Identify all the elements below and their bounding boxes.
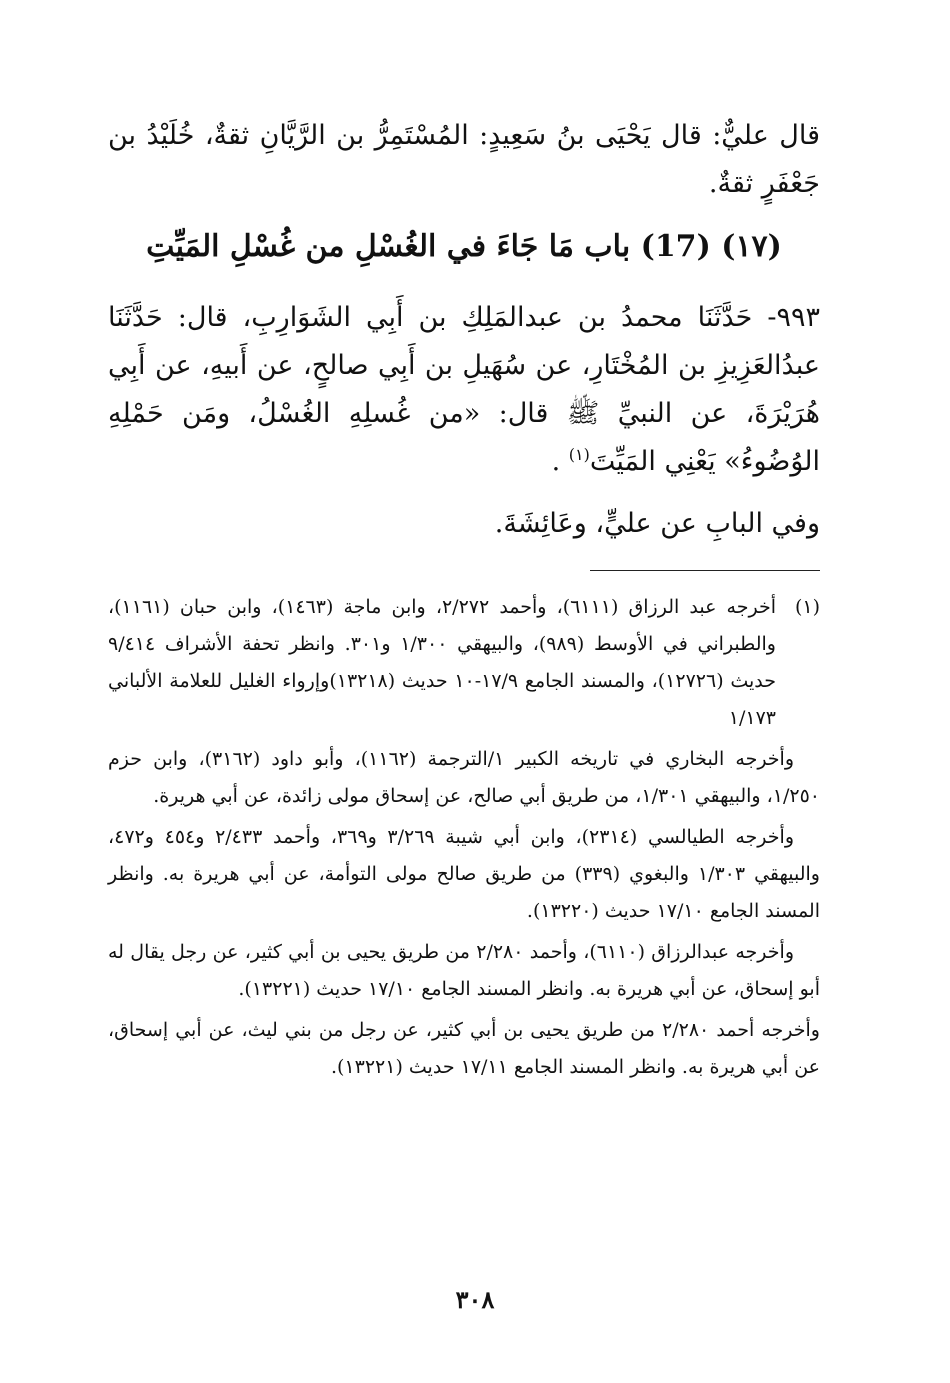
footnote-paragraph: وأخرجه أحمد ٢/٢٨٠ من طريق يحيى بن أبي كثير، عن رجل من بني ليث، عن أبي إسحاق، عن أبي هريرة به. وانظر المسند الجامع ١٧/١١ حديث (١٣٢٢١). <box>108 1019 820 1078</box>
bab-reference-line: وفي البابِ عن عليٍّ، وعَائِشَةَ. <box>494 508 820 539</box>
footnote-1 <box>108 589 820 737</box>
chapter-heading: (١٧) (17) باب مَا جَاءَ في الغُسْلِ من غُسْلِ المَيِّتِ <box>146 229 782 264</box>
footnote-paragraph: وأخرجه عبدالرزاق (٦١١٠)، وأحمد ٢/٢٨٠ من طريق يحيى بن أبي كثير، عن رجل يقال له أبو إسحاق، عن أبي هريرة به. وانظر المسند الجامع ١٧/١٠ حديث (١٣٢٢١). <box>108 941 820 1000</box>
hadith-trailing-period: . <box>551 446 561 477</box>
hadith-text: ٩٩٣- حَدَّثَنَا محمدُ بن عبدالمَلِكِ بن أَبِي الشَوَارِبِ، قال: حَدَّثَنَا عبدُالعَزِيزِ بن المُخْتَارِ، عن سُهَيلِ بن أَبِي صالحٍ، عن أَبيهِ، عن أَبِي هُرَيْرَةَ، عن النبيِّ ﷺ قال: «من غُسلِهِ الغُسْلُ، ومَن حَمْلِهِ الوُضُوءُ» يَعْنِي المَيِّتَ <box>108 302 820 477</box>
footnote-paragraph: أخرجه عبد الرزاق (٦١١١)، وأحمد ٢/٢٧٢، وابن ماجة (١٤٦٣)، وابن حبان (١١٦١)، والطبراني في الأوسط (٩٨٩)، والبيهقي ١/٣٠٠ و٣٠١. وانظر تحفة الأشراف ٩/٤١٤ حديث (١٢٧٢٦)، والمسند الجامع ١٧/٩-١٠ حديث (١٣٢١٨)وإرواء الغليل للعلامة الألباني ١/١٧٣ <box>108 596 776 729</box>
hadith-paragraph <box>108 294 820 486</box>
footnotes-section <box>108 589 820 1086</box>
page-number: ٣٠٨ <box>455 1285 495 1314</box>
intro-paragraph: قال عليٌّ: قال يَحْيَى بنُ سَعِيدٍ: المُسْتَمِرُّ بن الرَّيَّانِ ثقةٌ، خُلَيْدُ بن جَعْفَرٍ ثقةٌ. <box>108 120 820 199</box>
footnote-reference[interactable]: (١) <box>568 445 590 464</box>
footnote-separator <box>590 570 820 571</box>
footnote-paragraph: وأخرجه الطيالسي (٢٣١٤)، وابن أبي شيبة ٣/٢٦٩ و٣٦٩، وأحمد ٢/٤٣٣ و٤٥٤ و٤٧٢، والبيهقي ١/٣٠٣ والبغوي (٣٣٩) من طريق صالح مولى التوأمة، عن أبي هريرة به. وانظر المسند الجامع ١٧/١٠ حديث (١٣٢٢٠). <box>108 826 820 922</box>
footnote-number: (١) <box>794 596 820 618</box>
footnote-paragraph: وأخرجه البخاري في تاريخه الكبير ١/الترجمة (١١٦٢)، وأبو داود (٣١٦٢)، وابن حزم ١/٢٥٠، والبيهقي ١/٣٠١، من طريق أبي صالح، عن إسحاق مولى زائدة، عن أبي هريرة. <box>108 748 820 807</box>
